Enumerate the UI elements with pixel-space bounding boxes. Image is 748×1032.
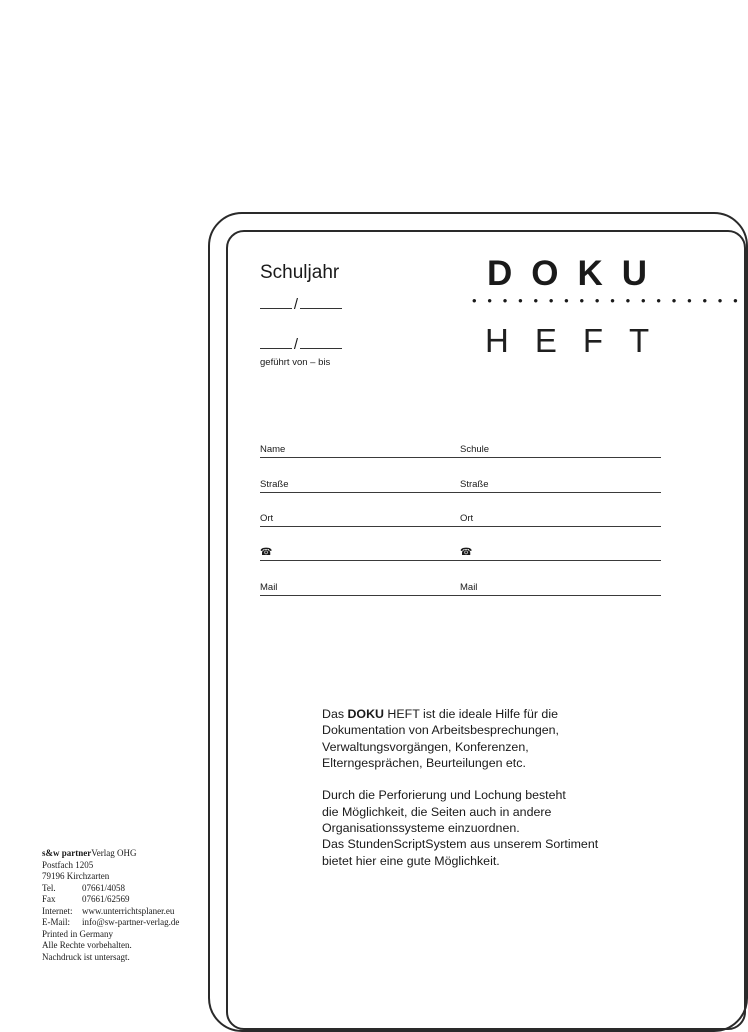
brand-doku: DOKU xyxy=(487,254,667,293)
school-street-label: Straße xyxy=(460,479,489,490)
email-link[interactable]: info@sw-partner-verlag.de xyxy=(82,917,180,927)
name-label: Name xyxy=(260,444,286,455)
internet-label: Internet: xyxy=(42,905,73,916)
imprint-printed: Printed in Germany xyxy=(42,928,113,939)
school-street-field[interactable] xyxy=(460,477,661,493)
city-label: Ort xyxy=(260,513,274,524)
school-label: Schule xyxy=(460,444,490,455)
imprint-reprint: Nachdruck ist untersagt. xyxy=(42,951,130,962)
street-field[interactable] xyxy=(260,477,461,493)
imprint-email xyxy=(42,917,179,929)
school-mail-label: Mail xyxy=(460,582,478,593)
fax-label: Fax xyxy=(42,894,56,904)
schuljahr-label: Schuljahr xyxy=(260,262,340,283)
imprint-internet xyxy=(42,906,179,918)
school-year-field-1[interactable] xyxy=(260,296,344,313)
description-line: Das StundenScriptSystem aus unserem Sortiment xyxy=(322,837,599,852)
school-city-label: Ort xyxy=(460,513,474,524)
internet-link[interactable]: www.unterrichtsplaner.eu xyxy=(82,905,175,916)
city-field[interactable] xyxy=(260,511,461,527)
description-line: Dokumentation von Arbeitsbesprechungen, xyxy=(322,723,559,738)
description-line: Organisationssysteme einzuordnen. xyxy=(322,821,520,836)
brand-dot-divider: • • • • • • • • • • • • • • • • • • xyxy=(472,293,742,308)
year-end-blank[interactable] xyxy=(300,307,342,309)
year-end-blank[interactable] xyxy=(300,347,342,349)
imprint-city: 79196 Kirchzarten xyxy=(42,871,110,881)
school-year-field-2[interactable] xyxy=(260,336,344,353)
description-line: Durch die Perforierung und Lochung besteht xyxy=(322,788,566,803)
description-line: Elterngesprächen, Beurteilungen etc. xyxy=(322,755,526,770)
school-phone-field[interactable] xyxy=(460,545,661,561)
brand-heft: HEFT xyxy=(485,322,676,359)
year-slash: / xyxy=(293,296,299,313)
imprint-rights: Alle Rechte vorbehalten. xyxy=(42,940,132,950)
mail-label: Mail xyxy=(260,582,278,593)
tel-label: Tel. xyxy=(42,882,56,893)
description-brand-bold: DOKU xyxy=(347,707,384,721)
year-start-blank[interactable] xyxy=(260,307,292,309)
description-line: die Möglichkeit, die Seiten auch in andere xyxy=(322,804,552,819)
description-text: HEFT ist die ideale Hilfe für die xyxy=(383,707,558,721)
school-mail-field[interactable] xyxy=(460,580,661,596)
phone-icon: ☎ xyxy=(260,547,273,558)
description-text: Das xyxy=(322,707,348,721)
imprint-publisher xyxy=(42,848,179,860)
product-description xyxy=(322,706,622,869)
description-line: bietet hier eine gute Möglichkeit. xyxy=(322,853,500,868)
phone-field[interactable] xyxy=(260,545,461,561)
tel-value: 07661/4058 xyxy=(82,882,126,893)
imprint-tel xyxy=(42,883,179,895)
publisher-name: s&w partner xyxy=(42,848,92,858)
description-line: Verwaltungsvorgängen, Konferenzen, xyxy=(322,739,529,754)
street-label: Straße xyxy=(260,479,289,490)
imprint-fax xyxy=(42,894,179,906)
phone-icon: ☎ xyxy=(460,547,473,558)
school-city-field[interactable] xyxy=(460,511,661,527)
year-start-blank[interactable] xyxy=(260,347,292,349)
paragraph-gap xyxy=(322,771,622,787)
fax-value: 07661/62569 xyxy=(82,894,130,904)
email-label: E-Mail: xyxy=(42,917,70,927)
publisher-suffix: Verlag OHG xyxy=(91,848,137,858)
description-line xyxy=(322,706,622,722)
name-field[interactable] xyxy=(260,442,461,458)
year-slash: / xyxy=(293,336,299,353)
mail-field[interactable] xyxy=(260,580,461,596)
imprint-postfach: Postfach 1205 xyxy=(42,859,94,870)
duration-hint: geführt von – bis xyxy=(260,357,331,368)
publisher-imprint xyxy=(42,848,179,963)
school-field[interactable] xyxy=(460,442,661,458)
